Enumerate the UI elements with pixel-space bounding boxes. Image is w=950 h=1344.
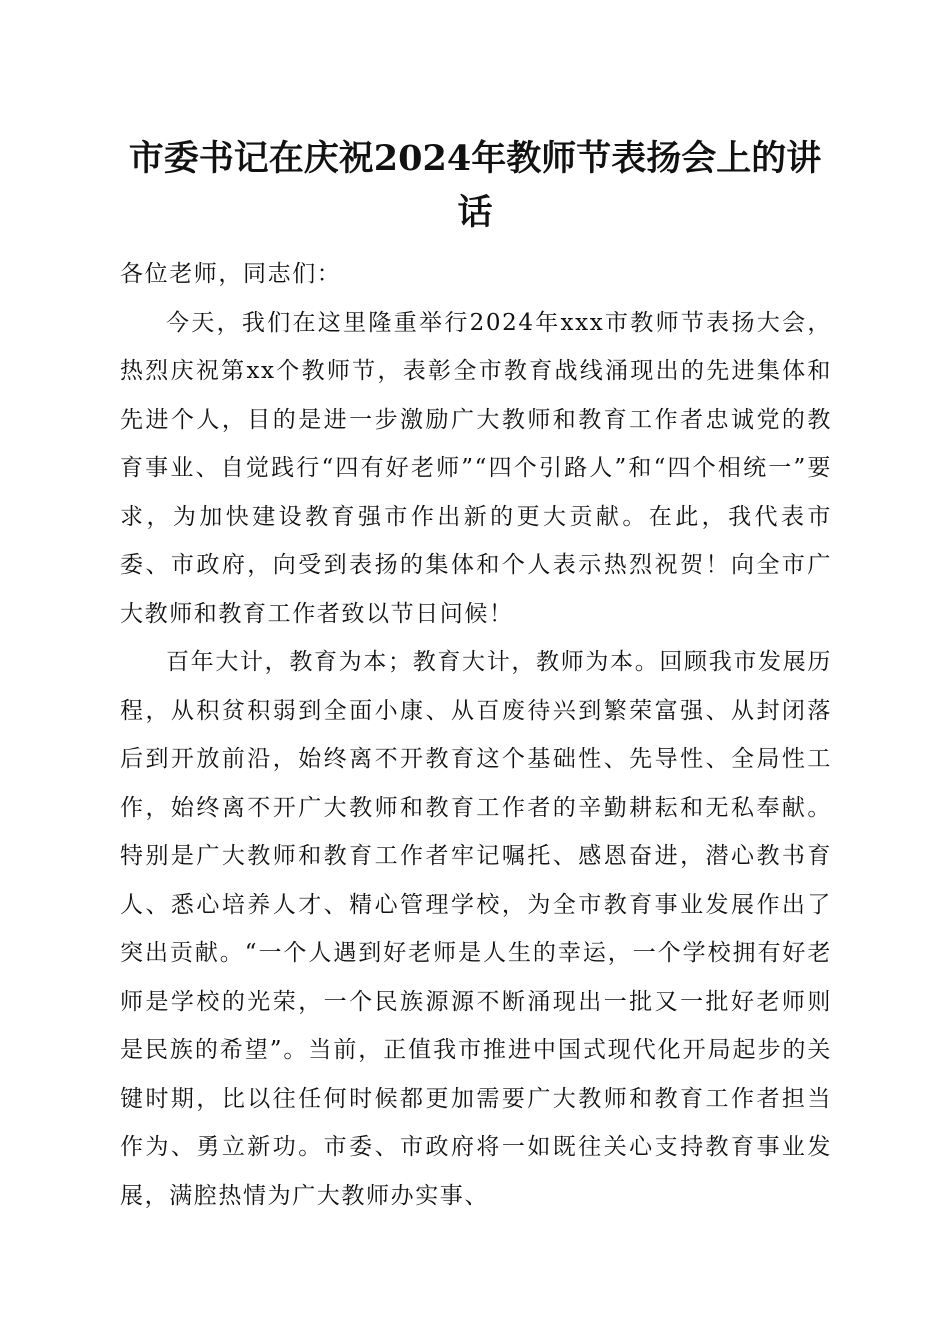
document-body (120, 250, 832, 1220)
page-title: 市委书记在庆祝2024年教师节表扬会上的讲话 (128, 138, 822, 233)
salutation: 各位老师，同志们： (120, 261, 342, 287)
paragraph: 今天，我们在这里隆重举行2024年xxx市教师节表扬大会，热烈庆祝第xx个教师节，表彰全市教育战线涌现出的先进集体和先进个人，目的是进一步激励广大教师和教育工作者忠诚党的教育事业、自觉践行“四有好老师”“四个引路人”和“四个相统一”要求，为加快建设教育强市作出新的更大贡献。在此，我代表市委、市政府，向受到表扬的集体和个人表示热烈祝贺！向全市广大教师和教育工作者致以节日问候！ (120, 309, 832, 627)
paragraph: 百年大计，教育为本；教育大计，教师为本。回顾我市发展历程，从积贫积弱到全面小康、从百废待兴到繁荣富强、从封闭落后到开放前沿，始终离不开教育这个基础性、先导性、全局性工作，始终离不开广大教师和教育工作者的辛勤耕耘和无私奉献。特别是广大教师和教育工作者牢记嘱托、感恩奋进，潜心教书育人、悉心培养人才、精心管理学校，为全市教育事业发展作出了突出贡献。“一个人遇到好老师是人生的幸运，一个学校拥有好老师是学校的光荣，一个民族源源不断涌现出一批又一批好老师则是民族的希望”。当前，正值我市推进中国式现代化开局起步的关键时期，比以往任何时候都更加需要广大教师和教育工作者担当作为、勇立新功。市委、市政府将一如既往关心支持教育事业发展，满腔热情为广大教师办实事、 (120, 649, 832, 1209)
